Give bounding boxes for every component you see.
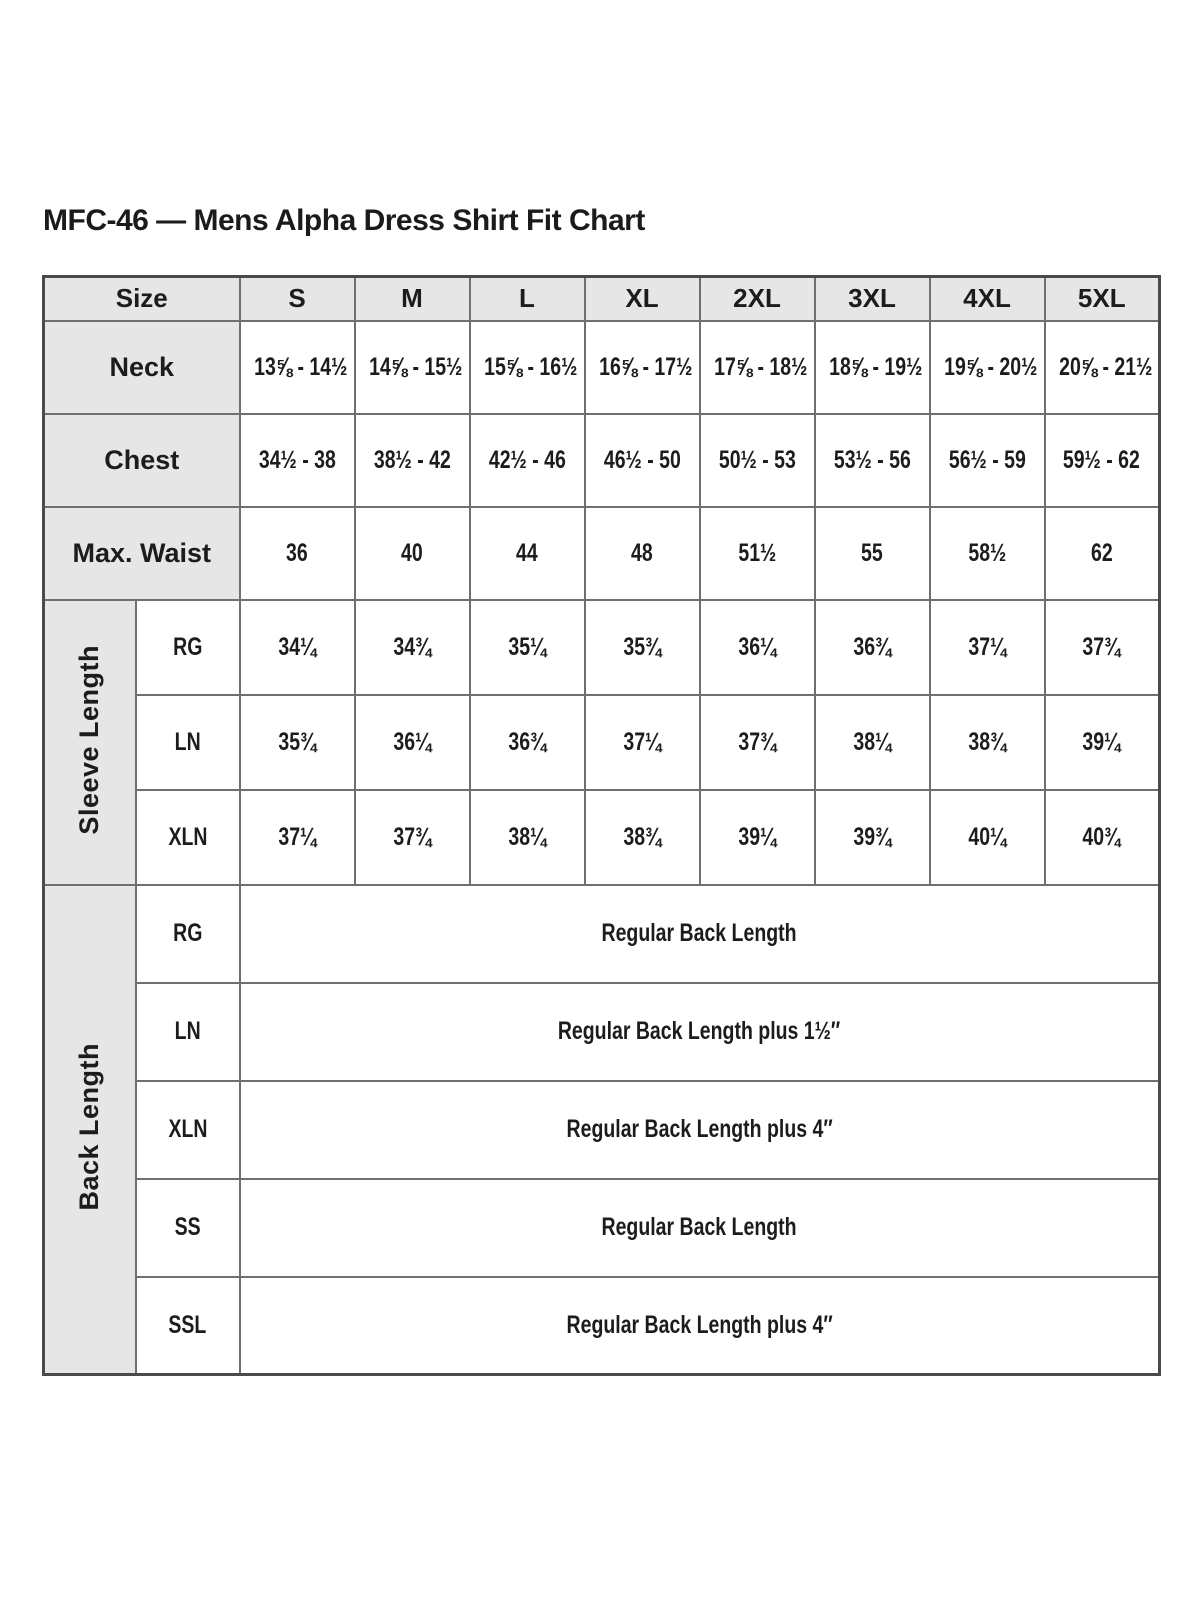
back-ln-row xyxy=(44,983,1160,1081)
max-waist-value-cell xyxy=(585,507,700,600)
sleeve-rg-value-cell xyxy=(700,600,815,695)
sleeve-rg-label-text: RG xyxy=(172,632,203,661)
neck-value-cell xyxy=(240,321,355,414)
sleeve-ln-value-cell xyxy=(815,695,930,790)
back-ssl-label-text: SSL xyxy=(168,1310,207,1339)
chest-value-cell xyxy=(700,414,815,507)
back-xln-label xyxy=(136,1081,240,1179)
sleeve-ln-value-cell xyxy=(1045,695,1160,790)
neck-value-cell xyxy=(930,321,1045,414)
sleeve-rg-value-cell xyxy=(1045,600,1160,695)
sleeve-rg-value-cell xyxy=(470,600,585,695)
chest-value-cell xyxy=(585,414,700,507)
sleeve-value: 35¾ xyxy=(623,632,661,661)
sleeve-value: 37¼ xyxy=(278,822,316,851)
back-rg-label xyxy=(136,885,240,983)
sleeve-value: 39¼ xyxy=(738,822,776,851)
sleeve-ln-value-cell xyxy=(585,695,700,790)
back-ln-label xyxy=(136,983,240,1081)
sleeve-xln-label-text: XLN xyxy=(168,822,207,851)
sleeve-xln-value-cell xyxy=(815,790,930,885)
chest-value-cell xyxy=(1045,414,1160,507)
neck-row-label: Neck xyxy=(44,321,240,414)
sleeve-xln-row xyxy=(44,790,1160,885)
sleeve-value: 34¼ xyxy=(278,632,316,661)
sleeve-rg-value-cell xyxy=(355,600,470,695)
sleeve-value: 38¾ xyxy=(623,822,661,851)
neck-value-cell xyxy=(815,321,930,414)
back-length-value: Regular Back Length xyxy=(601,1213,797,1241)
sleeve-xln-value-cell xyxy=(470,790,585,885)
neck-value: 14⅝ - 15½ xyxy=(368,352,462,381)
sleeve-rg-value-cell xyxy=(240,600,355,695)
chest-value-cell xyxy=(470,414,585,507)
sleeve-value: 34¾ xyxy=(393,632,431,661)
back-xln-label-text: XLN xyxy=(168,1115,207,1143)
sleeve-rg-value-cell xyxy=(585,600,700,695)
neck-value: 19⅝ - 20½ xyxy=(943,352,1037,381)
back-rg-value-cell xyxy=(240,885,1160,983)
page-title: MFC-46 — Mens Alpha Dress Shirt Fit Chart xyxy=(43,204,645,237)
sleeve-value: 37¼ xyxy=(623,727,661,756)
neck-value: 16⅝ - 17½ xyxy=(598,352,692,381)
sleeve-xln-value-cell xyxy=(585,790,700,885)
max-waist-value-cell xyxy=(930,507,1045,600)
sleeve-length-section-label xyxy=(44,600,136,885)
size-column-header-m: M xyxy=(355,277,470,321)
back-length-value: Regular Back Length xyxy=(601,919,797,947)
sleeve-value: 37¾ xyxy=(393,822,431,851)
header-row xyxy=(44,277,1160,321)
sleeve-value: 35¼ xyxy=(508,632,546,661)
sleeve-ln-label xyxy=(136,695,240,790)
chest-value-cell xyxy=(355,414,470,507)
sleeve-value: 36¾ xyxy=(508,727,546,756)
sleeve-value: 37¼ xyxy=(968,632,1006,661)
max-waist-value: 36 xyxy=(286,538,308,567)
back-ss-label-text: SS xyxy=(174,1213,201,1241)
neck-value-cell xyxy=(1045,321,1160,414)
max-waist-row xyxy=(44,507,1160,600)
chest-value-cell xyxy=(815,414,930,507)
back-xln-row xyxy=(44,1081,1160,1179)
sleeve-value: 37¾ xyxy=(1082,632,1121,661)
sleeve-ln-row xyxy=(44,695,1160,790)
back-rg-label-text: RG xyxy=(172,919,203,947)
sleeve-ln-value-cell xyxy=(355,695,470,790)
neck-value-cell xyxy=(355,321,470,414)
sleeve-value: 35¾ xyxy=(278,727,316,756)
back-ssl-label xyxy=(136,1277,240,1375)
max-waist-value: 58½ xyxy=(968,538,1006,567)
sleeve-ln-value-cell xyxy=(240,695,355,790)
chest-row xyxy=(44,414,1160,507)
sleeve-value: 40¼ xyxy=(968,822,1006,851)
size-corner-header: Size xyxy=(44,277,240,321)
back-length-section-label xyxy=(44,885,136,1375)
sleeve-value: 40¾ xyxy=(1082,822,1121,851)
size-column-header-xl: XL xyxy=(585,277,700,321)
max-waist-row-label: Max. Waist xyxy=(44,507,240,600)
sleeve-xln-value-cell xyxy=(700,790,815,885)
size-column-header-l: L xyxy=(470,277,585,321)
max-waist-value-cell xyxy=(470,507,585,600)
neck-value: 13⅝ - 14½ xyxy=(253,352,347,381)
size-column-header-4xl: 4XL xyxy=(930,277,1045,321)
back-ssl-row xyxy=(44,1277,1160,1375)
sleeve-ln-value-cell xyxy=(700,695,815,790)
sleeve-xln-value-cell xyxy=(355,790,470,885)
sleeve-value: 39¼ xyxy=(1082,727,1121,756)
sleeve-value: 38¾ xyxy=(968,727,1006,756)
chest-value: 56½ - 59 xyxy=(948,445,1026,474)
neck-value-cell xyxy=(585,321,700,414)
sleeve-value: 38¼ xyxy=(853,727,891,756)
sleeve-length-label-text: Sleeve Length xyxy=(74,644,105,835)
chest-value: 42½ - 46 xyxy=(488,445,566,474)
sleeve-value: 36¼ xyxy=(393,727,431,756)
sleeve-rg-row xyxy=(44,600,1160,695)
back-ln-value-cell xyxy=(240,983,1160,1081)
back-ssl-value-cell xyxy=(240,1277,1160,1375)
max-waist-value: 55 xyxy=(861,538,883,567)
back-length-label-text: Back Length xyxy=(74,1042,105,1211)
back-ss-label xyxy=(136,1179,240,1277)
sleeve-value: 39¾ xyxy=(853,822,891,851)
back-ss-row xyxy=(44,1179,1160,1277)
neck-value: 18⅝ - 19½ xyxy=(828,352,922,381)
sleeve-ln-value-cell xyxy=(930,695,1045,790)
max-waist-value-cell xyxy=(1045,507,1160,600)
size-column-header-s: S xyxy=(240,277,355,321)
max-waist-value: 40 xyxy=(401,538,423,567)
max-waist-value-cell xyxy=(240,507,355,600)
sleeve-rg-value-cell xyxy=(815,600,930,695)
chest-value: 38½ - 42 xyxy=(373,445,451,474)
max-waist-value-cell xyxy=(815,507,930,600)
sleeve-value: 36¾ xyxy=(853,632,891,661)
neck-value-cell xyxy=(470,321,585,414)
chest-value: 46½ - 50 xyxy=(603,445,681,474)
chest-value-cell xyxy=(240,414,355,507)
back-ss-value-cell xyxy=(240,1179,1160,1277)
neck-value-cell xyxy=(700,321,815,414)
size-column-header-5xl: 5XL xyxy=(1045,277,1160,321)
max-waist-value: 44 xyxy=(516,538,538,567)
max-waist-value: 48 xyxy=(631,538,653,567)
neck-value: 17⅝ - 18½ xyxy=(713,352,807,381)
neck-value: 15⅝ - 16½ xyxy=(483,352,577,381)
max-waist-value-cell xyxy=(355,507,470,600)
back-length-value: Regular Back Length plus 4″ xyxy=(566,1115,833,1143)
sleeve-xln-label xyxy=(136,790,240,885)
chest-value: 50½ - 53 xyxy=(718,445,796,474)
sleeve-value: 38¼ xyxy=(508,822,546,851)
chest-value: 59½ - 62 xyxy=(1063,445,1141,474)
chest-value: 53½ - 56 xyxy=(833,445,911,474)
sleeve-ln-value-cell xyxy=(470,695,585,790)
neck-row xyxy=(44,321,1160,414)
back-length-value: Regular Back Length plus 4″ xyxy=(566,1310,833,1339)
chest-row-label: Chest xyxy=(44,414,240,507)
back-xln-value-cell xyxy=(240,1081,1160,1179)
back-length-value: Regular Back Length plus 1½″ xyxy=(558,1017,841,1045)
sleeve-value: 36¼ xyxy=(738,632,776,661)
back-rg-row xyxy=(44,885,1160,983)
sleeve-value: 37¾ xyxy=(738,727,776,756)
chest-value: 34½ - 38 xyxy=(258,445,336,474)
sleeve-xln-value-cell xyxy=(1045,790,1160,885)
sleeve-rg-value-cell xyxy=(930,600,1045,695)
max-waist-value: 62 xyxy=(1090,538,1113,567)
max-waist-value-cell xyxy=(700,507,815,600)
sleeve-xln-value-cell xyxy=(240,790,355,885)
neck-value: 20⅝ - 21½ xyxy=(1058,352,1152,381)
back-ln-label-text: LN xyxy=(174,1017,201,1045)
sleeve-rg-label xyxy=(136,600,240,695)
size-column-header-2xl: 2XL xyxy=(700,277,815,321)
chest-value-cell xyxy=(930,414,1045,507)
sleeve-ln-label-text: LN xyxy=(174,727,201,756)
sleeve-xln-value-cell xyxy=(930,790,1045,885)
fit-chart-table xyxy=(42,275,1161,1376)
size-column-header-3xl: 3XL xyxy=(815,277,930,321)
max-waist-value: 51½ xyxy=(738,538,776,567)
